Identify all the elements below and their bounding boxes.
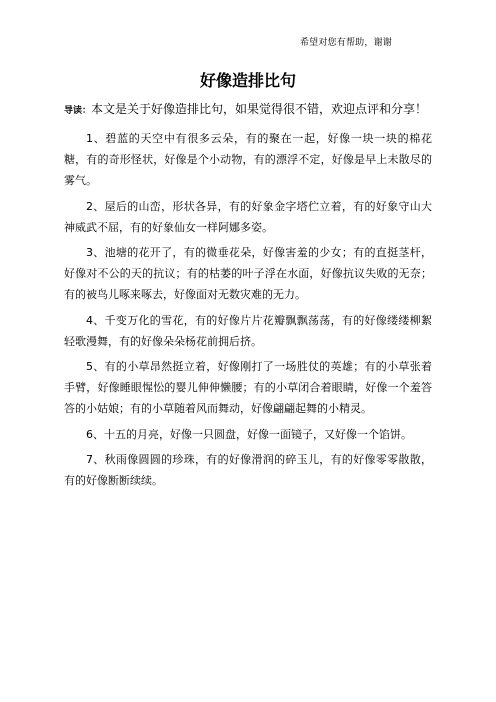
paragraph-1: 1、碧蓝的天空中有很多云朵，有的聚在一起，好像一块一块的棉花糖，有的奇形怪状，好像是个小动物，有的漂浮不定，好像是早上未散尽的雾气。 [64,132,432,188]
paragraph-2: 2、屋后的山峦，形状各异，有的好象金字塔伫立着，有的好象守山大神威武不屈，有的好象仙女一样阿娜多姿。 [64,199,432,234]
header-note: 希望对您有帮助，谢谢 [299,38,392,48]
document-body [64,97,432,495]
paragraph-7: 7、秋雨像圆圆的珍珠，有的好像滑润的碎玉儿，有的好像零零散散，有的好像断断续续。 [64,452,432,488]
page-title: 好像造排比句 [199,71,296,90]
paragraph-4: 4、千变万化的雪花，有的好像片片花瓣飘飘荡荡，有的好像缕缕柳絮轻歌漫舞，有的好像朵朵杨花前拥后挤。 [64,313,432,348]
paragraph-6: 6、十五的月亮，好像一只圆盘，好像一面镜子，又好像一个馅饼。 [86,427,412,441]
paragraph-5: 5、有的小草昂然挺立着，好像刚打了一场胜仗的英雄；有的小草张着手臂，好像睡眼惺忪的婴儿伸伸懒腰；有的小草闭合着眼睛，好像一个羞答答的小姑娘；有的小草随着风而舞动，好像翩翩起舞的小精灵。 [64,360,432,416]
paragraph-3: 3、池塘的花开了，有的微垂花朵，好像害羞的少女；有的直挺茎杆，好像对不公的天的抗议；有的枯萎的叶子浮在水面，好像抗议失败的无奈；有的被鸟儿啄来啄去，好像面对无数灾难的无力。 [64,246,432,302]
intro-text: 本文是关于好像造排比句，如果觉得很不错，欢迎点评和分享！ [91,102,428,116]
intro-paragraph [64,97,432,122]
intro-label: 导读： [64,106,92,116]
